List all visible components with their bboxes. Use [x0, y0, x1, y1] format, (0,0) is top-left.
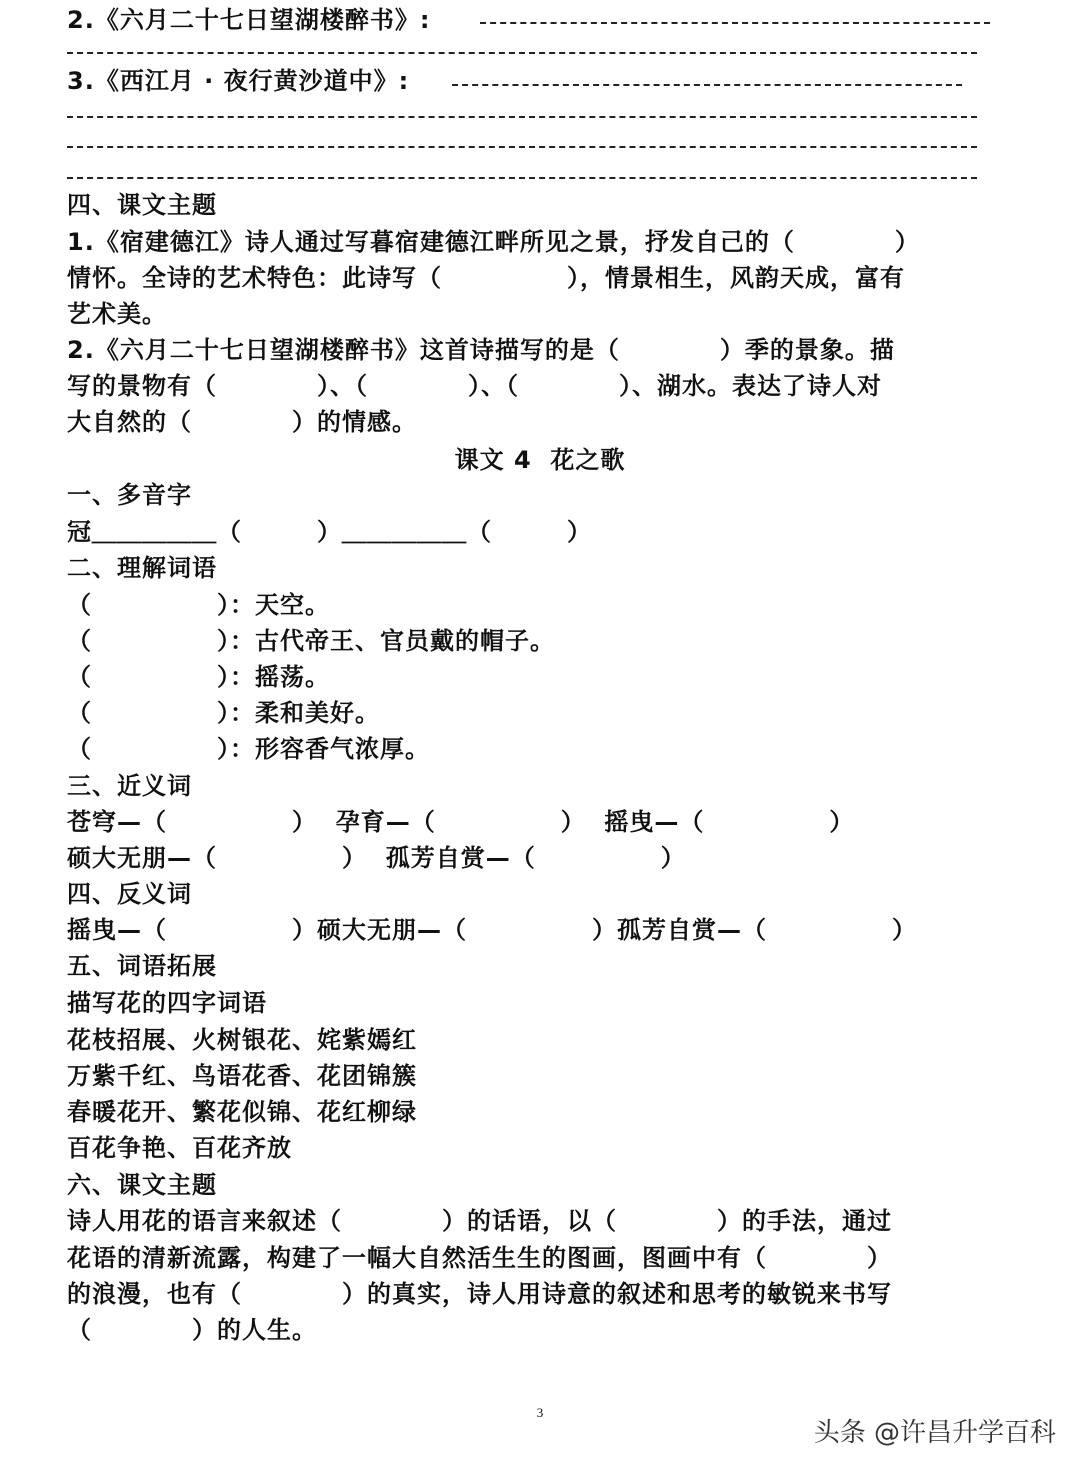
- text-line: 情怀。全诗的艺术特色：此诗写（ ），情景相生，风韵天成，富有: [67, 264, 905, 292]
- text-line: 艺术美。: [67, 300, 167, 328]
- list-item: （ ）：形容香气浓厚。: [67, 735, 430, 763]
- list-item: （ ）：摇荡。: [67, 663, 330, 691]
- text-line: 诗人用花的语言来叙述（ ）的话语，以（ ）的手法，通过: [67, 1207, 892, 1235]
- item2-label: 2.《六月二十七日望湖楼醉书》:: [67, 6, 431, 34]
- text-line: 冠＿＿＿＿＿（ ）＿＿＿＿＿（ ）: [67, 518, 592, 546]
- answer-line: [67, 146, 977, 148]
- section-heading: 一、多音字: [67, 481, 192, 509]
- answer-line: [480, 22, 990, 24]
- answer-line: [67, 52, 977, 54]
- list-item: （ ）：柔和美好。: [67, 699, 380, 727]
- list-item: （ ）：古代帝王、官员戴的帽子。: [67, 627, 555, 655]
- section-heading: 六、课文主题: [67, 1171, 217, 1199]
- answer-line: [67, 177, 977, 179]
- watermark: 头条 @许昌升学百科: [813, 1418, 1056, 1448]
- text-line: 的浪漫，也有（ ）的真实，诗人用诗意的叙述和思考的敏锐来书写: [67, 1280, 892, 1308]
- text-line: 摇曳—（ ）硕大无朋—（ ）孤芳自赏—（ ）: [67, 916, 917, 944]
- text-line: 硕大无朋—（ ） 孤芳自赏—（ ）: [67, 844, 686, 872]
- text-line: （ ）的人生。: [67, 1316, 317, 1344]
- page-number: 3: [536, 1405, 544, 1420]
- text-line: 花语的清新流露，构建了一幅大自然活生生的图画，图画中有（ ）: [67, 1244, 892, 1272]
- text-line: 万紫千红、鸟语花香、花团锦簇: [67, 1062, 417, 1090]
- section-heading: 二、理解词语: [67, 554, 217, 582]
- answer-line: [452, 84, 962, 86]
- text-line: 大自然的（ ）的情感。: [67, 408, 417, 436]
- section-heading: 三、近义词: [67, 772, 192, 800]
- item3-label: 3.《西江月 · 夜行黄沙道中》:: [67, 67, 410, 95]
- text-line: 写的景物有（ ）、（ ）、（ ）、湖水。表达了诗人对: [67, 372, 882, 400]
- text-line: 苍穹—（ ） 孕育—（ ） 摇曳—（ ）: [67, 808, 855, 836]
- text-line: 春暖花开、繁花似锦、花红柳绿: [67, 1098, 417, 1126]
- text-line: 1.《宿建德江》诗人通过写暮宿建德江畔所见之景，抒发自己的（ ）: [67, 228, 920, 256]
- lesson-title: 课文 4 花之歌: [454, 446, 626, 474]
- text-line: 百花争艳、百花齐放: [67, 1134, 292, 1162]
- answer-line: [67, 116, 977, 118]
- section-heading: 四、反义词: [67, 880, 192, 908]
- section-heading: 四、课文主题: [67, 191, 217, 219]
- list-item: （ ）：天空。: [67, 591, 330, 619]
- section-heading: 五、词语拓展: [67, 952, 217, 980]
- subheading: 描写花的四字词语: [67, 989, 267, 1017]
- text-line: 花枝招展、火树银花、姹紫嫣红: [67, 1026, 417, 1054]
- text-line: 2.《六月二十七日望湖楼醉书》这首诗描写的是（ ）季的景象。描: [67, 336, 895, 364]
